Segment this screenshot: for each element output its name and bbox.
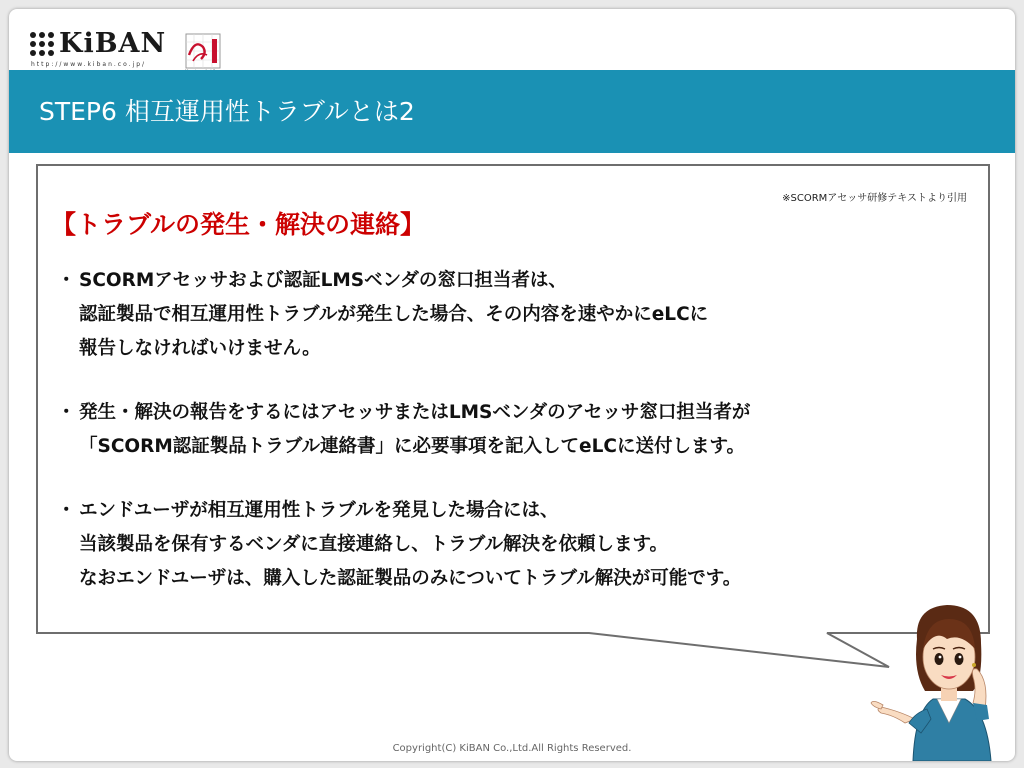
source-note: ※SCORMアセッサ研修テキストより引用: [782, 193, 967, 204]
bullet-list: [57, 264, 957, 626]
bullet-line: 認証製品で相互運用性トラブルが発生した場合、その内容を速やかにeLCに: [79, 304, 709, 325]
bullet-mark: ・: [57, 402, 76, 423]
footer-copyright: Copyright(C) KiBAN Co.,Ltd.All Rights Reserved.: [392, 743, 632, 754]
logo-url: http://www.kiban.co.jp/: [31, 61, 147, 68]
bullet-line: なおエンドユーザは、購入した認証製品のみについてトラブル解決が可能です。: [79, 568, 742, 589]
bullet-mark: ・: [57, 500, 76, 521]
section-heading: 【トラブルの発生・解決の連絡】: [51, 210, 426, 239]
slide: [9, 9, 1015, 761]
bullet-item: [57, 396, 957, 464]
woman-presenter-illustration: [869, 599, 1015, 761]
bullet-line: 報告しなければいけません。: [79, 338, 321, 359]
page-title: STEP6 相互運用性トラブルとは2: [39, 97, 415, 126]
bullet-line: エンドユーザが相互運用性トラブルを発見した場合には、: [79, 500, 559, 521]
bullet-line: 発生・解決の報告をするにはアセッサまたはLMSベンダのアセッサ窓口担当者が: [79, 402, 751, 423]
logo-wordmark: KiBAN: [59, 28, 167, 59]
bullet-item: [57, 264, 957, 366]
bullet-line: SCORMアセッサおよび認証LMSベンダの窓口担当者は、: [79, 270, 567, 291]
bullet-line: 「SCORM認証製品トラブル連絡書」に必要事項を記入してeLCに送付します。: [79, 436, 745, 457]
bullet-line: 当該製品を保有するベンダに直接連絡し、トラブル解決を依頼します。: [79, 534, 669, 555]
bullet-item: [57, 494, 957, 596]
bullet-mark: ・: [57, 270, 76, 291]
